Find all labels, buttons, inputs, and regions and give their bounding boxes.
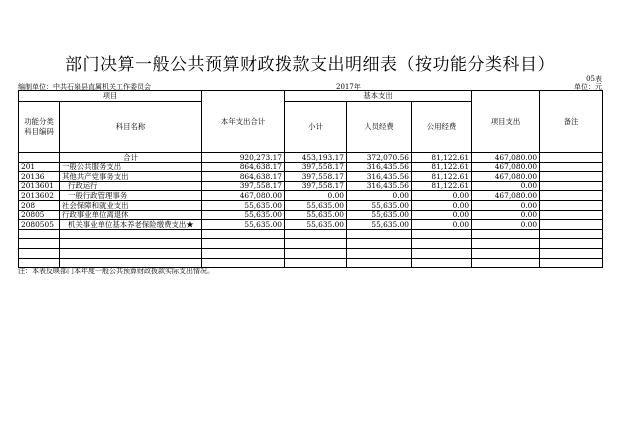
cell-project: [472, 239, 540, 249]
cell-personnel: 0.00: [347, 191, 412, 201]
cell-code: 208: [19, 200, 60, 210]
cell-subtotal: [285, 239, 347, 249]
fiscal-year: 2017年: [336, 83, 361, 91]
header-item: 项目: [19, 91, 202, 102]
cell-public: 0.00: [412, 220, 472, 230]
header-total: 本年支出合计: [202, 91, 285, 153]
header-name: 科目名称: [60, 102, 202, 153]
cell-subtotal: 397,558.17: [285, 162, 347, 172]
cell-remark: [540, 239, 603, 249]
header-basic: 基本支出: [285, 91, 472, 102]
cell-remark: [540, 191, 603, 201]
cell-subtotal: 397,558.17: [285, 181, 347, 191]
table-row: [19, 181, 603, 191]
header-subtotal: 小计: [285, 102, 347, 153]
cell-personnel: 316,435.56: [347, 162, 412, 172]
cell-project: 0.00: [472, 210, 540, 220]
table-row: [19, 200, 603, 210]
cell-personnel: 316,435.56: [347, 181, 412, 191]
cell-remark: [540, 248, 603, 258]
cell-name: 社会保障和就业支出: [60, 200, 202, 210]
cell-total: 55,635.00: [202, 220, 285, 230]
cell-code: [19, 229, 60, 239]
cell-total: 397,558.17: [202, 181, 285, 191]
cell-subtotal: 397,558.17: [285, 172, 347, 182]
cell-subtotal: 55,635.00: [285, 200, 347, 210]
cell-subtotal: 55,635.00: [285, 210, 347, 220]
table-row: [19, 162, 603, 172]
cell-public: 81,122.61: [412, 181, 472, 191]
cell-code: 2013601: [19, 181, 60, 191]
cell-total: 864,638.17: [202, 162, 285, 172]
cell-remark: [540, 258, 603, 268]
cell-total: [202, 229, 285, 239]
cell-total: 920,273.17: [202, 153, 285, 163]
cell-total: 467,080.00: [202, 191, 285, 201]
cell-public: 81,122.61: [412, 153, 472, 163]
page-title: 部门决算一般公共预算财政拨款支出明细表（按功能分类科目）: [65, 55, 555, 75]
cell-remark: [540, 210, 603, 220]
header-public: 公用经费: [412, 102, 472, 153]
cell-remark: [540, 181, 603, 191]
table-row: [19, 229, 603, 239]
cell-subtotal: 55,635.00: [285, 220, 347, 230]
cell-remark: [540, 200, 603, 210]
compiling-unit: 编制单位：中共石泉县直属机关工作委员会: [18, 83, 151, 91]
cell-name: 其他共产党事务支出: [60, 172, 202, 182]
cell-subtotal: [285, 229, 347, 239]
cell-project: 0.00: [472, 181, 540, 191]
cell-project: 0.00: [472, 220, 540, 230]
cell-total: 55,635.00: [202, 200, 285, 210]
cell-name: 合计: [60, 153, 202, 163]
cell-name: [60, 229, 202, 239]
money-unit: 单位：元: [574, 83, 602, 91]
cell-remark: [540, 153, 603, 163]
table-row: [19, 153, 603, 163]
cell-total: [202, 248, 285, 258]
cell-code: 201: [19, 162, 60, 172]
cell-subtotal: 0.00: [285, 191, 347, 201]
cell-project: 467,080.00: [472, 191, 540, 201]
cell-remark: [540, 162, 603, 172]
cell-code: 2013602: [19, 191, 60, 201]
cell-public: [412, 258, 472, 268]
cell-personnel: 55,635.00: [347, 210, 412, 220]
cell-public: 81,122.61: [412, 172, 472, 182]
cell-project: 467,080.00: [472, 162, 540, 172]
header-project: 项目支出: [472, 91, 540, 153]
cell-public: 81,122.61: [412, 162, 472, 172]
form-number: 05表: [586, 75, 602, 83]
cell-total: 55,635.00: [202, 210, 285, 220]
cell-name: [60, 239, 202, 249]
cell-personnel: [347, 239, 412, 249]
cell-subtotal: [285, 258, 347, 268]
cell-public: 0.00: [412, 210, 472, 220]
cell-personnel: 55,635.00: [347, 200, 412, 210]
cell-subtotal: [285, 248, 347, 258]
cell-code: 20805: [19, 210, 60, 220]
table-row: [19, 220, 603, 230]
cell-remark: [540, 172, 603, 182]
cell-code: 2080505: [19, 220, 60, 230]
header-row-1: [19, 91, 603, 102]
table-row: [19, 248, 603, 258]
table-row: [19, 191, 603, 201]
header-code: 功能分类科目编码: [19, 102, 60, 153]
cell-public: [412, 239, 472, 249]
cell-public: 0.00: [412, 200, 472, 210]
cell-project: 467,080.00: [472, 172, 540, 182]
cell-public: [412, 229, 472, 239]
cell-personnel: [347, 229, 412, 239]
cell-name: 行政运行: [60, 181, 202, 191]
cell-code: 20136: [19, 172, 60, 182]
cell-code: [19, 153, 60, 163]
cell-name: 行政事业单位离退休: [60, 210, 202, 220]
header-personnel: 人员经费: [347, 102, 412, 153]
header-remark: 备注: [540, 91, 603, 153]
cell-name: [60, 248, 202, 258]
table-row: [19, 172, 603, 182]
cell-project: [472, 248, 540, 258]
cell-public: 0.00: [412, 191, 472, 201]
cell-name: 一般行政管理事务: [60, 191, 202, 201]
expenditure-table: [18, 90, 603, 268]
cell-project: 0.00: [472, 200, 540, 210]
cell-project: [472, 229, 540, 239]
cell-subtotal: 453,193.17: [285, 153, 347, 163]
cell-code: [19, 239, 60, 249]
cell-public: [412, 248, 472, 258]
cell-project: 467,080.00: [472, 153, 540, 163]
cell-name: 一般公共服务支出: [60, 162, 202, 172]
cell-personnel: 316,435.56: [347, 172, 412, 182]
cell-total: [202, 239, 285, 249]
cell-code: [19, 248, 60, 258]
table-row: [19, 210, 603, 220]
cell-remark: [540, 220, 603, 230]
cell-personnel: [347, 258, 412, 268]
cell-project: [472, 258, 540, 268]
footnote: 注：本表反映部门本年度一般公共预算财政拨款实际支出情况。: [18, 267, 214, 275]
table-row: [19, 239, 603, 249]
cell-remark: [540, 229, 603, 239]
cell-personnel: 55,635.00: [347, 220, 412, 230]
cell-personnel: [347, 248, 412, 258]
cell-personnel: 372,070.56: [347, 153, 412, 163]
cell-total: 864,638.17: [202, 172, 285, 182]
cell-name: 机关事业单位基本养老保险缴费支出★: [60, 220, 202, 230]
